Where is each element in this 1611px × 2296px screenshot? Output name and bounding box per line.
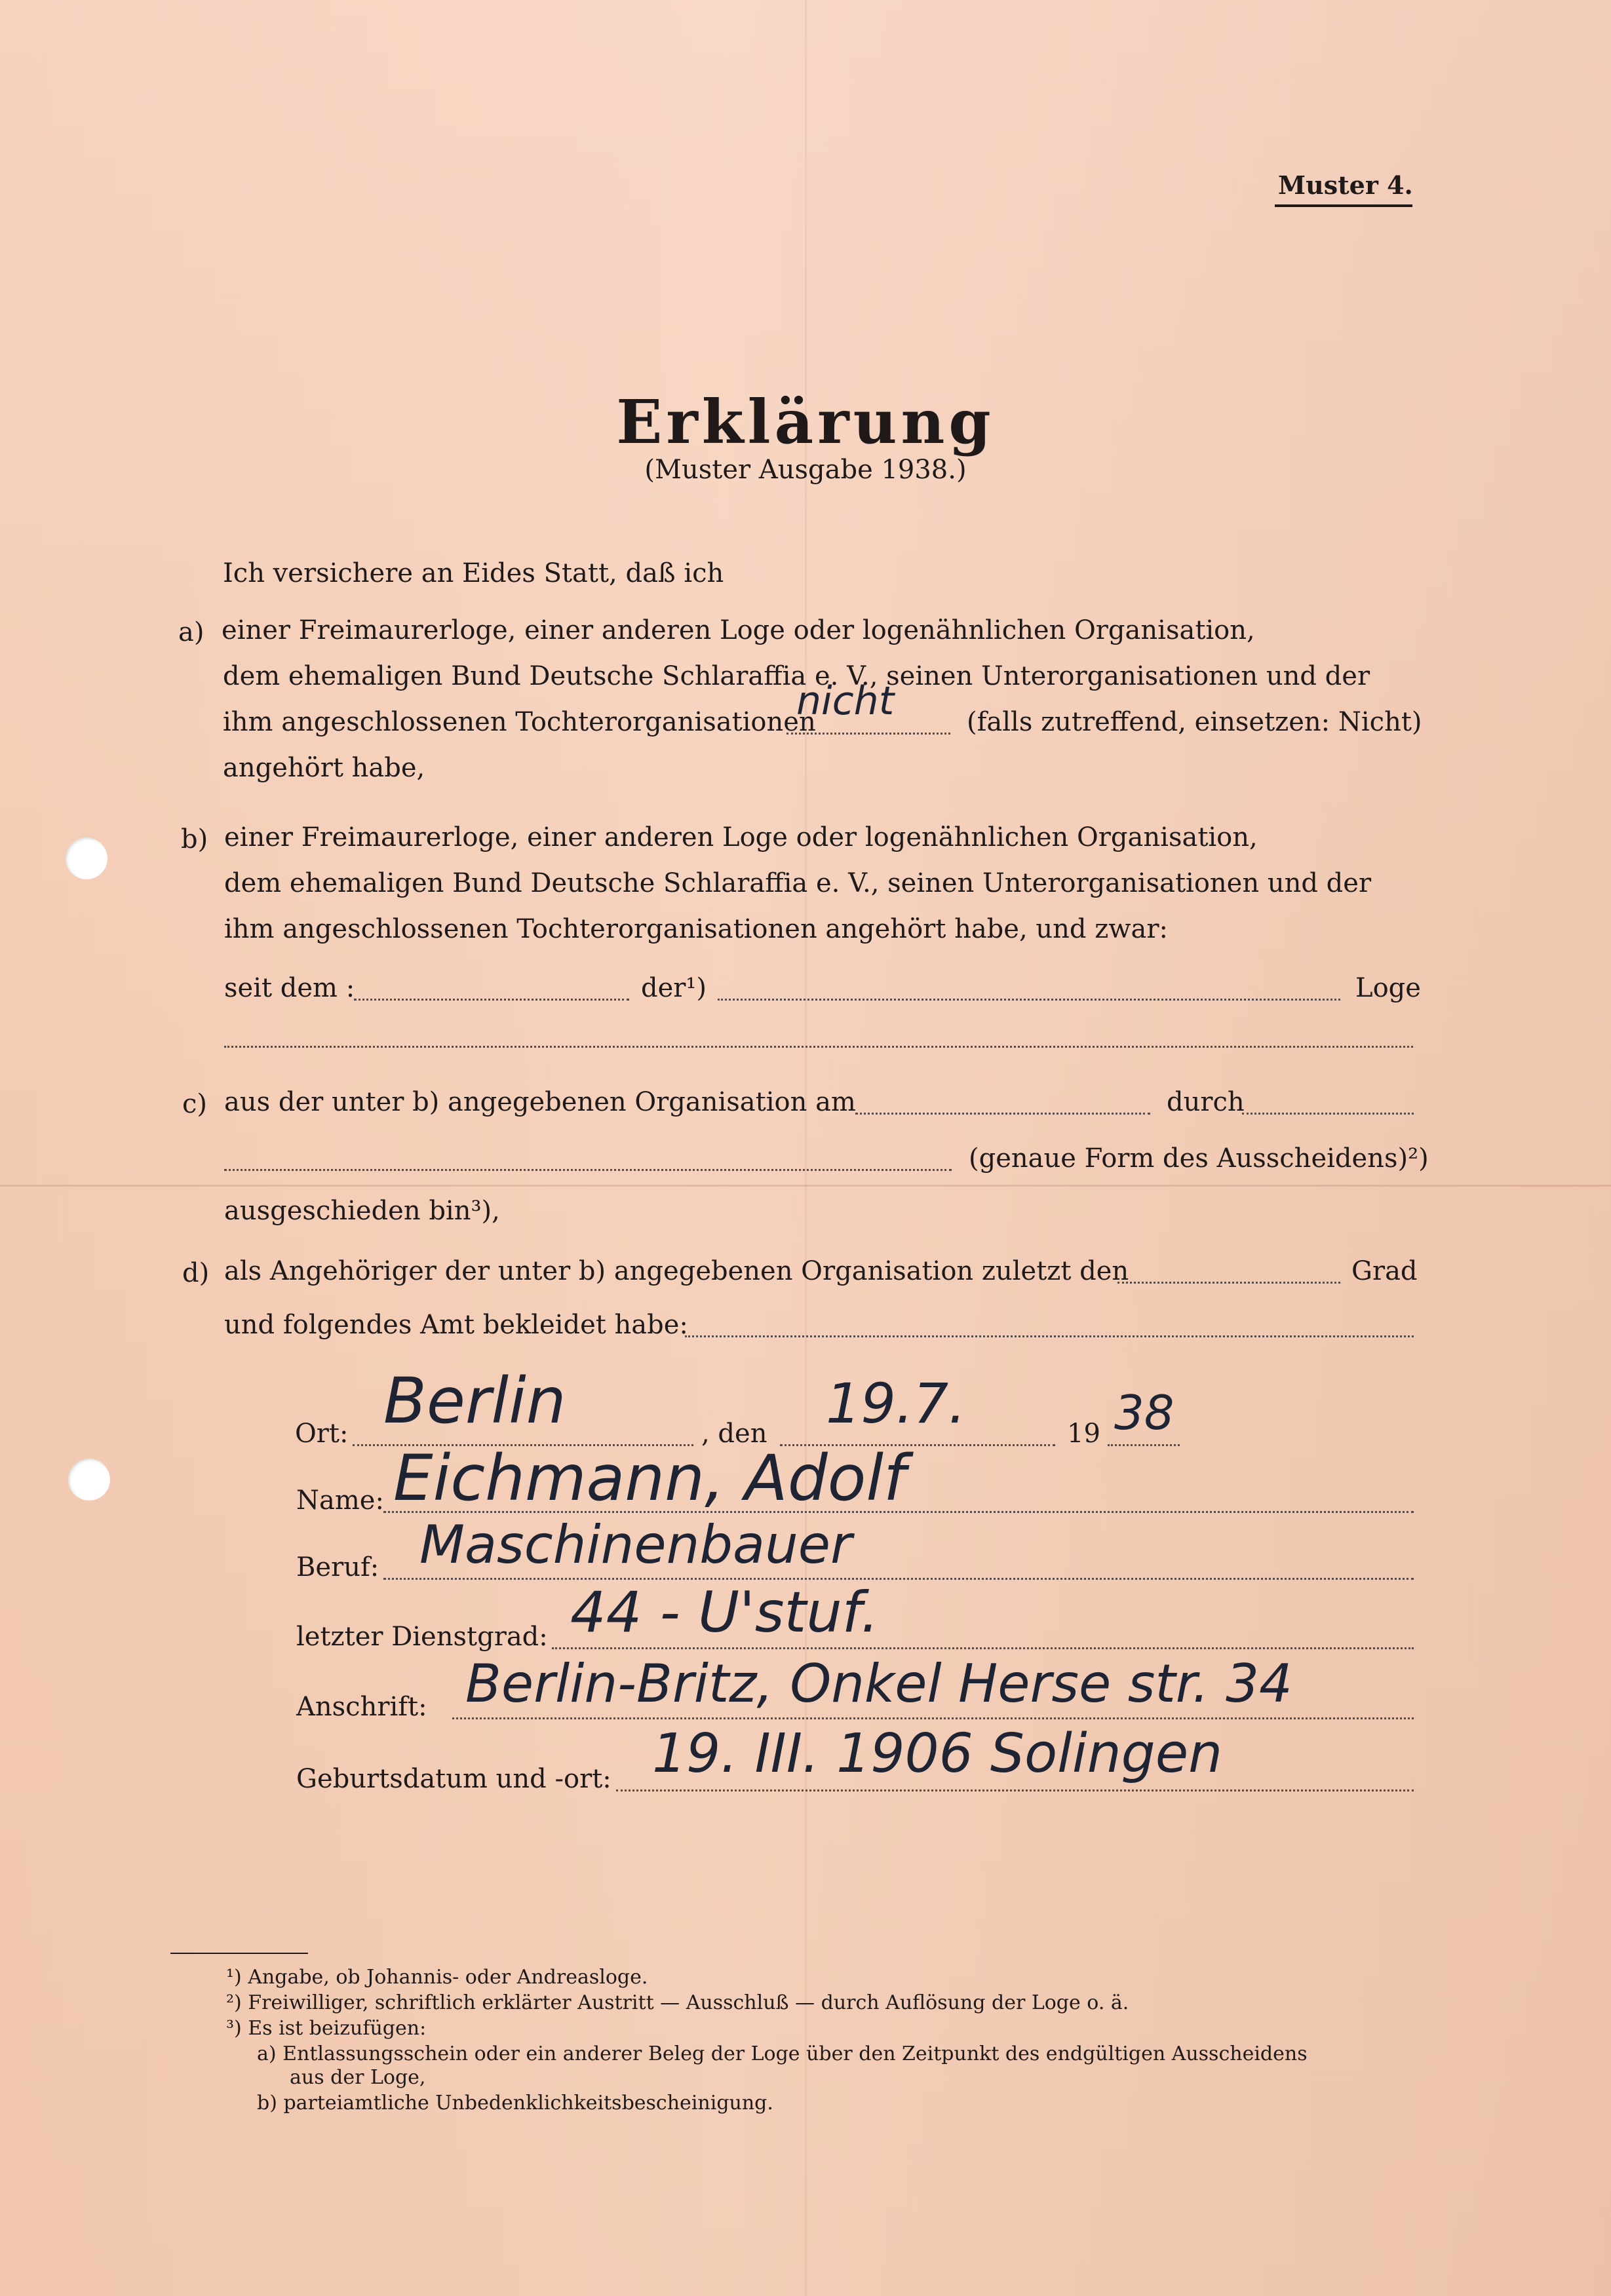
page-subtitle: (Muster Ausgabe 1938.) xyxy=(644,455,967,485)
section-c-label: c) xyxy=(182,1089,208,1119)
footnote-3a-line1: a) Entlassungsschein oder ein anderer Beleg der Loge über den Zeitpunkt des endgültigen Ausscheidens xyxy=(257,2042,1308,2065)
section-a-line4: angehört habe, xyxy=(223,753,425,783)
section-b-line1: einer Freimaurerloge, einer anderen Loge oder logenähnlichen Organisation, xyxy=(224,822,1258,852)
section-c-durch-line xyxy=(1242,1113,1414,1115)
dienstgrad-label: letzter Dienstgrad: xyxy=(296,1622,548,1652)
section-d-grad-line xyxy=(1117,1282,1340,1284)
section-a-label: a) xyxy=(178,617,204,647)
section-c-line2: (genaue Form des Ausscheidens)²) xyxy=(969,1143,1429,1174)
name-value: Eichmann, Adolf xyxy=(393,1442,906,1515)
footnote-3b: b) parteiamtliche Unbedenklichkeitsbescheinigung. xyxy=(257,2092,773,2114)
section-d-label: d) xyxy=(182,1258,210,1288)
ort-value: Berlin xyxy=(383,1364,566,1438)
form-number: Muster 4. xyxy=(1278,170,1413,200)
dienstgrad-line xyxy=(552,1647,1414,1649)
section-a-line2: dem ehemaligen Bund Deutsche Schlaraffia e. V., seinen Unterorganisationen und der xyxy=(223,661,1370,691)
anschrift-value: Berlin-Britz, Onkel Herse str. 34 xyxy=(465,1653,1292,1714)
geburt-value: 19. III. 1906 Solingen xyxy=(652,1723,1223,1785)
anschrift-line xyxy=(452,1717,1414,1719)
section-d-grad: Grad xyxy=(1351,1256,1418,1286)
year-line xyxy=(1108,1444,1180,1446)
beruf-line xyxy=(383,1578,1414,1580)
section-a-line3-start: ihm angeschlossenen Tochterorganisationen xyxy=(223,707,816,737)
section-c-form-line xyxy=(224,1169,952,1171)
section-b-der-line xyxy=(718,999,1340,1001)
footnote-rule xyxy=(170,1953,308,1954)
section-b-line3: ihm angeschlossenen Tochterorganisationen angehört habe, und zwar: xyxy=(224,914,1168,944)
section-c-line3: ausgeschieden bin³), xyxy=(224,1196,500,1226)
geburt-label: Geburtsdatum und -ort: xyxy=(296,1764,611,1794)
ort-label: Ort: xyxy=(295,1419,349,1449)
section-c-line1-start: aus der unter b) angegebenen Organisation am xyxy=(224,1087,856,1117)
footnote-3: ³) Es ist beizufügen: xyxy=(226,2017,427,2040)
section-b-seit-dem-line xyxy=(354,999,629,1001)
anschrift-label: Anschrift: xyxy=(296,1692,427,1722)
punch-hole-top xyxy=(66,837,107,879)
year-prefix: 19 xyxy=(1067,1419,1100,1449)
dienstgrad-value: 44 - U'stuf. xyxy=(570,1580,879,1645)
section-b-seit-dem: seit dem : xyxy=(224,973,355,1003)
section-d-line2: und folgendes Amt bekleidet habe: xyxy=(224,1310,688,1340)
section-a-line3-end: (falls zutreffend, einsetzen: Nicht) xyxy=(967,707,1422,737)
section-a-fill-line xyxy=(786,733,950,735)
footnote-3a-line2: aus der Loge, xyxy=(290,2066,426,2089)
name-label: Name: xyxy=(296,1485,384,1516)
footnote-1: ¹) Angabe, ob Johannis- oder Andreasloge. xyxy=(226,1966,648,1989)
geburt-line xyxy=(616,1789,1414,1791)
section-a-handwritten-nicht: nicht xyxy=(796,678,895,724)
section-b-line2: dem ehemaligen Bund Deutsche Schlaraffia e. V., seinen Unterorganisationen und der xyxy=(224,868,1372,898)
beruf-value: Maschinenbauer xyxy=(419,1514,852,1575)
date-value: 19.7. xyxy=(826,1371,966,1436)
section-a-line1: einer Freimaurerloge, einer anderen Loge oder logenähnlichen Organisation, xyxy=(222,615,1255,645)
section-b-loge: Loge xyxy=(1355,973,1421,1003)
section-b-extra-line xyxy=(224,1046,1413,1048)
den-label: , den xyxy=(701,1419,767,1449)
section-c-durch: durch xyxy=(1167,1087,1245,1117)
section-d-amt-line xyxy=(685,1335,1414,1337)
section-b-label: b) xyxy=(181,824,208,854)
section-c-am-line xyxy=(855,1113,1150,1115)
form-number-underline xyxy=(1275,204,1412,207)
section-b-der: der¹) xyxy=(641,973,707,1003)
footnote-2: ²) Freiwilliger, schriftlich erklärter Austritt — Ausschluß — durch Auflösung der Loge o. ä. xyxy=(226,1991,1129,2014)
year-value: 38 xyxy=(1114,1385,1174,1440)
page-title: Erklärung xyxy=(616,387,995,457)
paper-fold-vertical xyxy=(805,0,807,2296)
section-d-line1-start: als Angehöriger der unter b) angegebenen Organisation zuletzt den xyxy=(224,1256,1129,1286)
beruf-label: Beruf: xyxy=(296,1552,379,1582)
intro-text: Ich versichere an Eides Statt, daß ich xyxy=(223,558,724,588)
punch-hole-bottom xyxy=(68,1459,110,1501)
